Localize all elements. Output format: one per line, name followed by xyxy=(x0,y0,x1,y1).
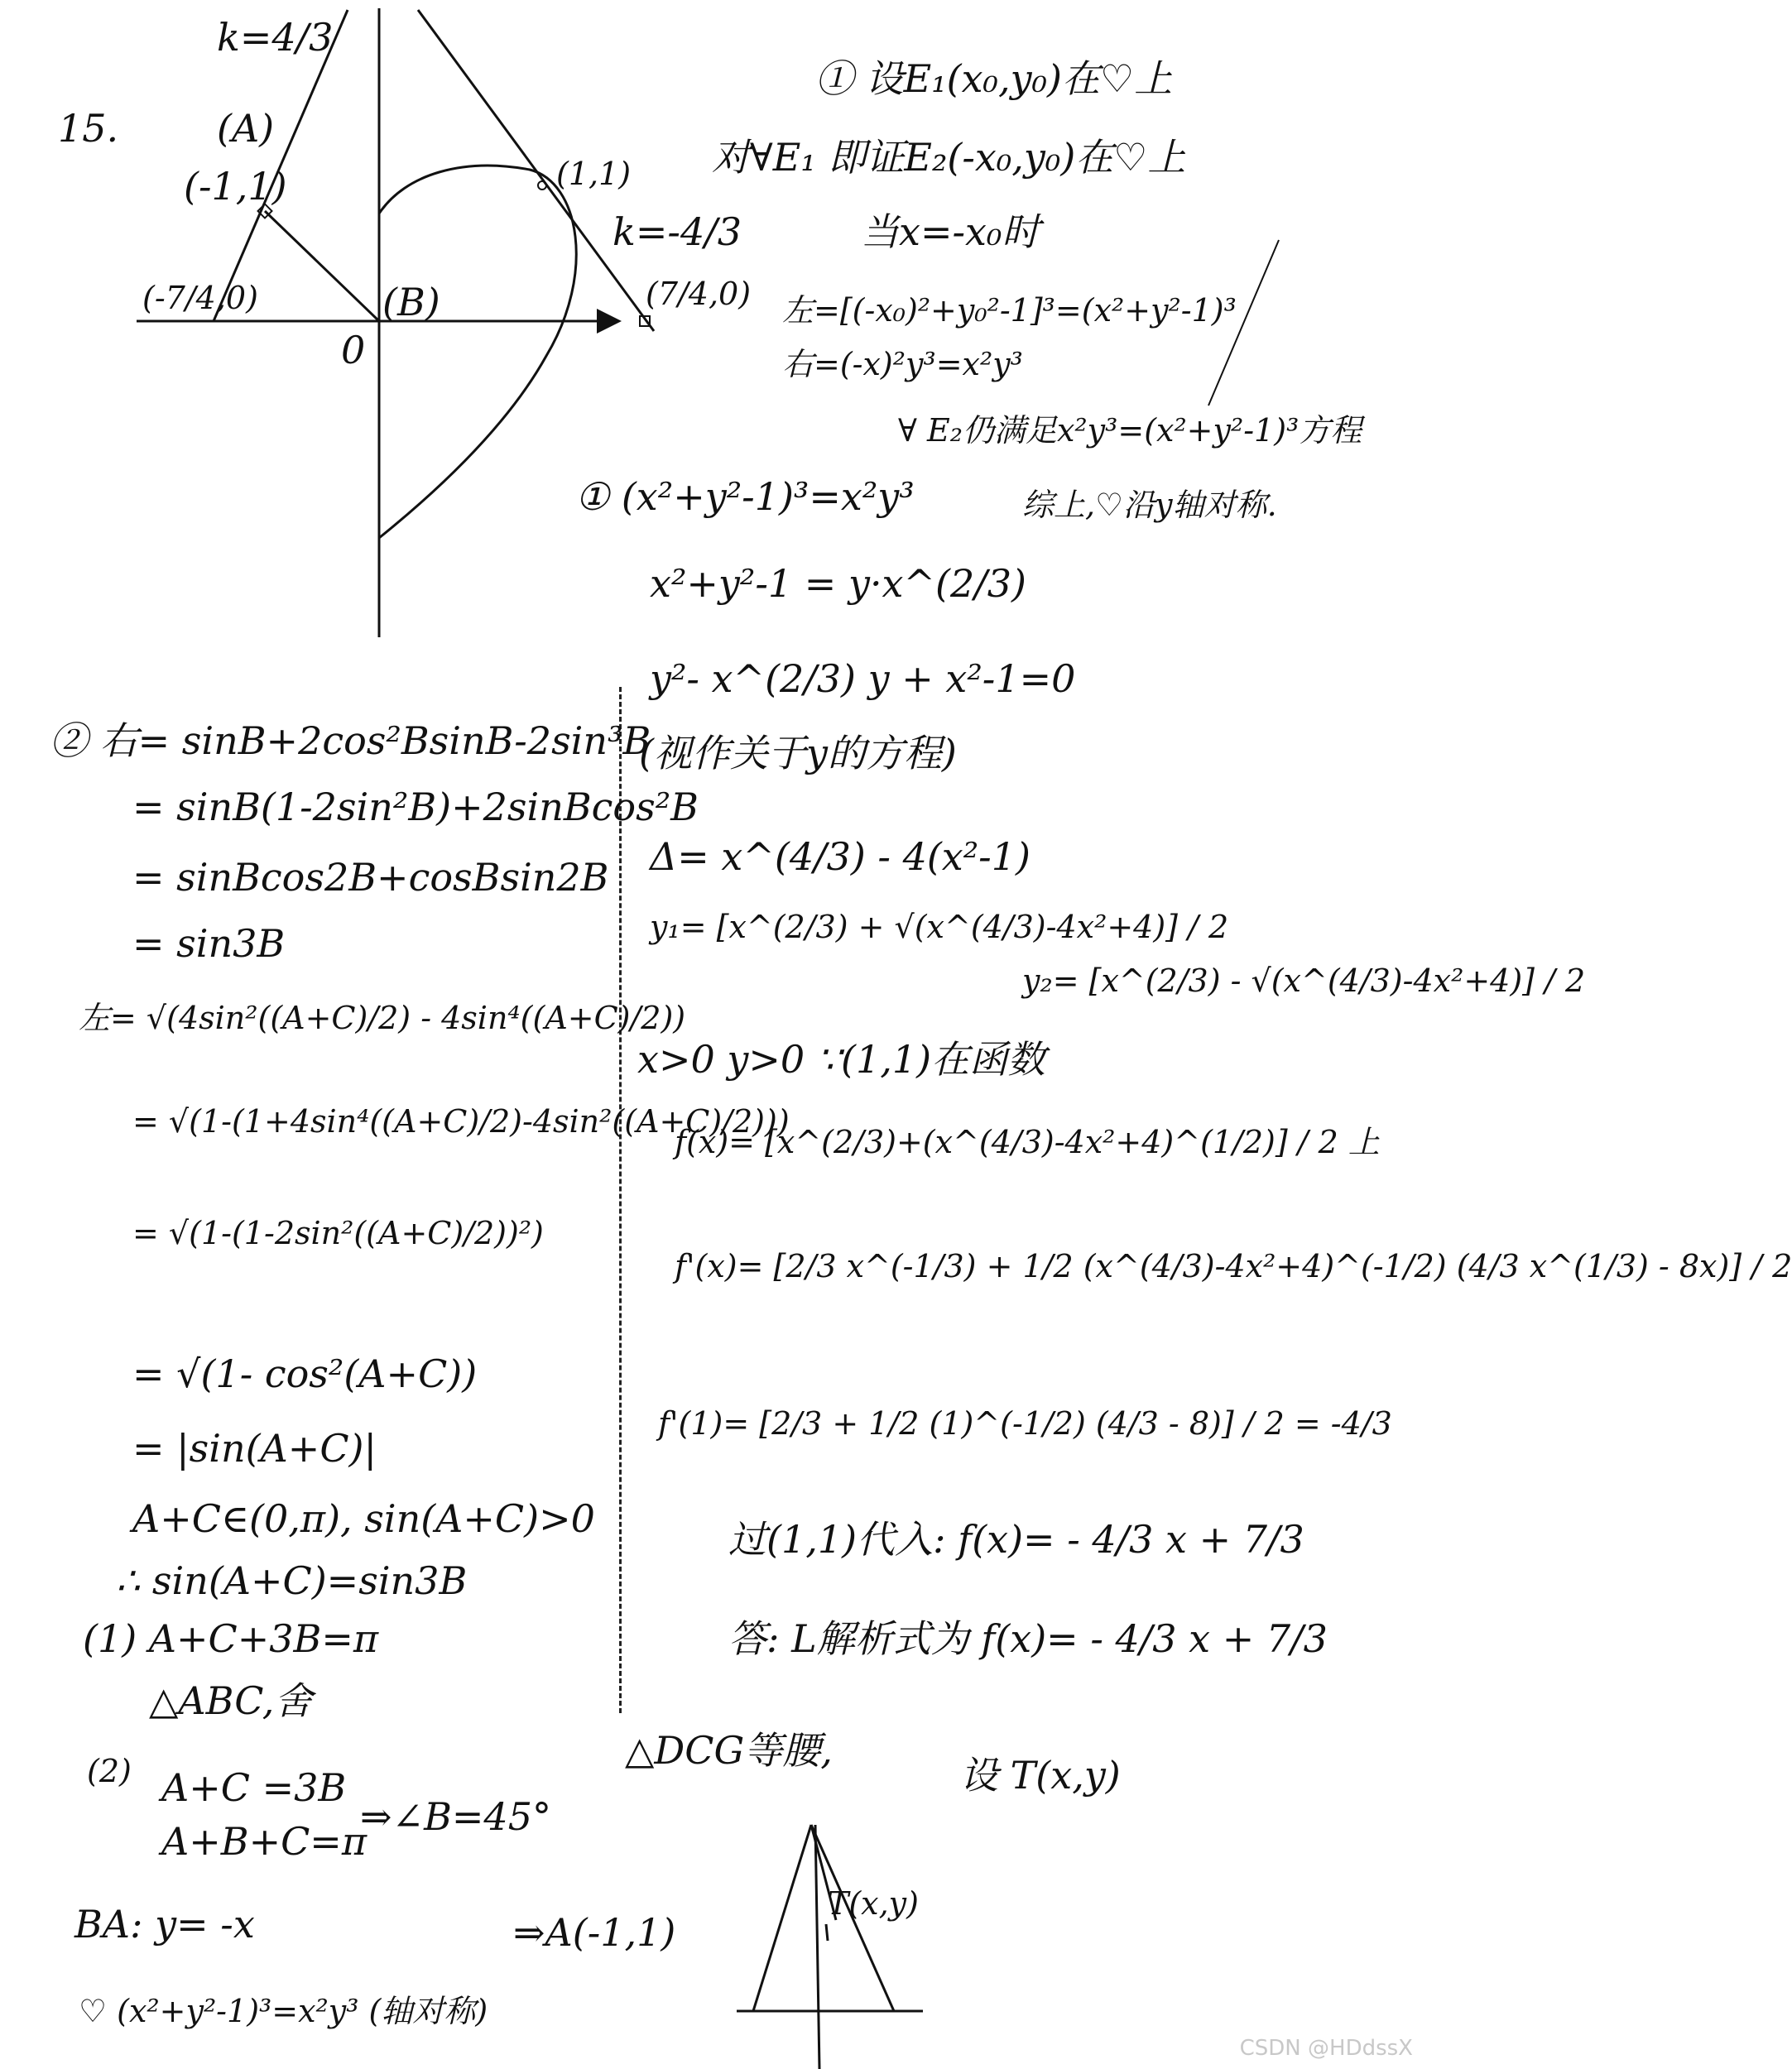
point-tangent-marker xyxy=(538,181,546,190)
eq-fprime: f'(x)= [2/3 x^(-1/3) + 1/2 (x^(4/3)-4x²+4)^(-1/2) (4/3 x^(1/3) - 8x)] / 2 xyxy=(675,1248,1792,1284)
proof-line-7: 综上,♡沿y轴对称. xyxy=(1022,487,1277,523)
a-point: ⇒A(-1,1) xyxy=(513,1910,676,1955)
trig-l1: 左= √(4sin²((A+C)/2) - 4sin⁴((A+C)/2)) xyxy=(79,1000,686,1036)
eq-expanded: x²+y²-1 = y·x^(2/3) xyxy=(650,561,1026,606)
tangent-point-label: (1,1) xyxy=(556,156,632,192)
proof-line-5: 右=(-x)²y³=x²y³ xyxy=(782,346,1023,382)
trig-r3: = sinBcos2B+cosBsin2B xyxy=(132,855,609,900)
trig-l4: = √(1- cos²(A+C)) xyxy=(132,1351,478,1396)
trig-l5: = |sin(A+C)| xyxy=(132,1426,377,1471)
eq-heart: ① (x²+y²-1)³=x²y³ xyxy=(575,474,915,519)
label-b: (B) xyxy=(382,280,440,324)
trig-r4: = sin3B xyxy=(132,921,286,966)
label-a: (A) xyxy=(217,106,275,151)
isosceles-triangle-sketch xyxy=(737,1825,923,2069)
eq-f: f(x)= [x^(2/3)+(x^(4/3)-4x²+4)^(1/2)] / 2 上 xyxy=(675,1124,1380,1160)
ba-line: BA: y= -x xyxy=(74,1902,255,1947)
dcg-note: △DCG等腰, xyxy=(625,1728,833,1773)
heart-curve xyxy=(379,166,576,538)
trig-r2: = sinB(1-2sin²B)+2sinBcos²B xyxy=(132,785,699,829)
case-2a: A+C =3B xyxy=(161,1765,347,1810)
trig-r1: ② 右= sinB+2cos²BsinB-2sin³B xyxy=(50,718,651,763)
case-2c: ⇒∠B=45° xyxy=(360,1794,551,1839)
trig-l6: A+C∈(0,π), sin(A+C)>0 xyxy=(132,1496,595,1541)
trig-l7: ∴ sin(A+C)=sin3B xyxy=(116,1558,468,1603)
case-2b: A+B+C=π xyxy=(161,1819,368,1864)
case-2: (2) xyxy=(87,1753,132,1789)
slope-left-label: k=4/3 xyxy=(217,15,334,60)
point-a-label: (-1,1) xyxy=(184,164,287,209)
problem-number: 15. xyxy=(58,106,119,151)
heart-eq: ♡ (x²+y²-1)³=x²y³ (轴对称) xyxy=(79,1993,488,2029)
proof-line-6: ∀ E₂仍满足x²y³=(x²+y²-1)³方程 xyxy=(898,412,1362,449)
slope-right-label: k=-4/3 xyxy=(613,209,742,254)
trig-l3: = √(1-(1-2sin²((A+C)/2))²) xyxy=(132,1215,544,1251)
eq-y1: y₁= [x^(2/3) + √(x^(4/3)-4x²+4)] / 2 xyxy=(650,909,1229,945)
case-1b: △ABC,舍 xyxy=(149,1678,313,1723)
eq-note: (视作关于y的方程) xyxy=(639,731,957,775)
eq-domain: x>0 y>0 ∵(1,1)在函数 xyxy=(637,1037,1046,1082)
proof-line-4: 左=[(-x₀)²+y₀²-1]³=(x²+y²-1)³ xyxy=(782,292,1237,329)
origin-label: 0 xyxy=(341,328,366,372)
t-label: T(x,y) xyxy=(828,1885,919,1922)
left-intercept-label: (-7/4,0) xyxy=(142,280,258,316)
eq-quadratic: y²- x^(2/3) y + x²-1=0 xyxy=(650,656,1076,701)
proof-line-3: 当x=-x₀时 xyxy=(861,209,1040,254)
eq-delta: Δ= x^(4/3) - 4(x²-1) xyxy=(650,834,1031,879)
segment-ab xyxy=(265,211,379,321)
eq-tangent: 过(1,1)代入: f(x)= - 4/3 x + 7/3 xyxy=(728,1517,1304,1562)
eq-y2: y₂= [x^(2/3) - √(x^(4/3)-4x²+4)] / 2 xyxy=(1022,962,1586,999)
proof-line-1: ① 设E₁(x₀,y₀)在♡上 xyxy=(815,56,1173,101)
right-intercept-label: (7/4,0) xyxy=(646,276,752,312)
watermark: CSDN @HDdssX xyxy=(1239,2036,1413,2061)
case-1a: (1) A+C+3B=π xyxy=(83,1616,379,1661)
column-divider xyxy=(619,687,622,1713)
proof-line-2: 对∀E₁ 即证E₂(-x₀,y₀)在♡上 xyxy=(712,135,1186,180)
eq-fprime-1: f'(1)= [2/3 + 1/2 (1)^(-1/2) (4/3 - 8)] / 2 = -4/3 xyxy=(658,1405,1392,1442)
set-t: 设 T(x,y) xyxy=(960,1753,1121,1798)
trig-l2: = √(1-(1+4sin⁴((A+C)/2)-4sin²((A+C)/2))) xyxy=(132,1103,790,1140)
eq-answer: 答: L解析式为 f(x)= - 4/3 x + 7/3 xyxy=(728,1616,1328,1661)
